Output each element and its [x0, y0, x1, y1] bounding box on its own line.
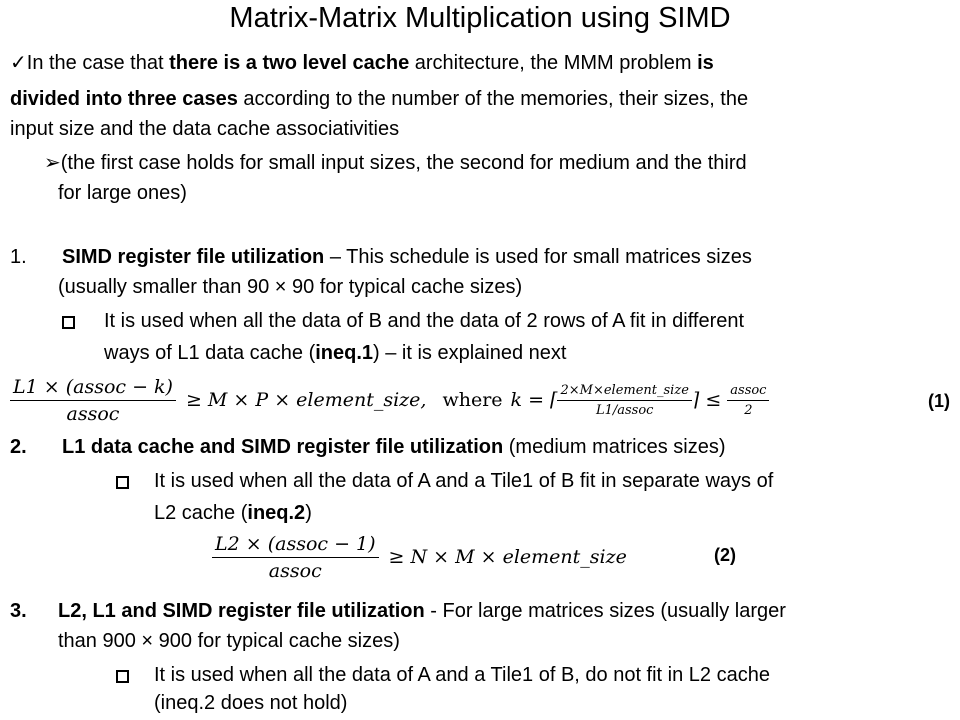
arrow-bullet-icon: ➢	[44, 152, 61, 174]
case2-bullet-line-2: L2 cache (ineq.2)	[154, 502, 312, 524]
checkmark-icon: ✓	[10, 52, 27, 74]
case1-heading: SIMD register file utilization	[62, 246, 325, 268]
intro-line-1: ✓In the case that there is a two level cache architecture, the MMM problem is	[10, 52, 714, 74]
case1-bullet-line-2: ways of L1 data cache (ineq.1) – it is explained next	[104, 342, 567, 364]
case2-heading-line: L1 data cache and SIMD register file utilization (medium matrices sizes)	[62, 436, 726, 458]
square-bullet-icon	[62, 316, 75, 334]
equation-2-label: (2)	[714, 545, 736, 565]
inequality-1: $\frac{\text{L1 × (assoc − k)}}{\text{assoc}}$ ≥ M × P × element_size, where k = ⌈ $\frac{\text{2×M×element\_size}}{\text{L1/assoc}}$ ⌉ ≤ $\frac{\text{assoc}}{2}$	[10, 370, 769, 430]
slide-title: Matrix-Matrix Multiplication using SIMD	[229, 2, 731, 34]
inequality-2: $\frac{\text{L2 × (assoc − 1)}}{\text{assoc}}$ ≥ N × M × element_size	[212, 530, 627, 584]
intro-line-3: input size and the data cache associativities	[10, 118, 400, 140]
case1-heading-line: SIMD register file utilization – This schedule is used for small matrices sizes	[62, 246, 752, 268]
case1-number: 1.	[10, 246, 27, 268]
case3-number: 3.	[10, 600, 27, 622]
case3-bullet-line-2: (ineq.2 does not hold)	[154, 692, 348, 714]
case2-heading: L1 data cache and SIMD register file utilization	[62, 436, 504, 458]
intro-sub-line-2: for large ones)	[58, 182, 187, 204]
intro-sub-line-1: ➢(the first case holds for small input sizes, the second for medium and the third	[44, 152, 747, 174]
case1-bullet-line-1: It is used when all the data of B and the data of 2 rows of A fit in different	[104, 310, 745, 332]
case3-bullet-line-1: It is used when all the data of A and a Tile1 of B, do not fit in L2 cache	[154, 664, 770, 686]
square-bullet-icon	[116, 476, 129, 494]
equation-1-label: (1)	[928, 391, 950, 411]
case1-line-2: (usually smaller than 90 × 90 for typical cache sizes)	[58, 276, 523, 298]
case3-heading: L2, L1 and SIMD register file utilization	[58, 600, 425, 622]
intro-line-2: divided into three cases according to the number of the memories, their sizes, the	[10, 88, 749, 110]
case2-bullet-line-1: It is used when all the data of A and a Tile1 of B fit in separate ways of	[154, 470, 774, 492]
case3-line-2: than 900 × 900 for typical cache sizes)	[58, 630, 400, 652]
square-bullet-icon	[116, 670, 129, 688]
case2-number: 2.	[10, 436, 27, 458]
case3-heading-line: L2, L1 and SIMD register file utilization - For large matrices sizes (usually larger	[58, 600, 786, 622]
